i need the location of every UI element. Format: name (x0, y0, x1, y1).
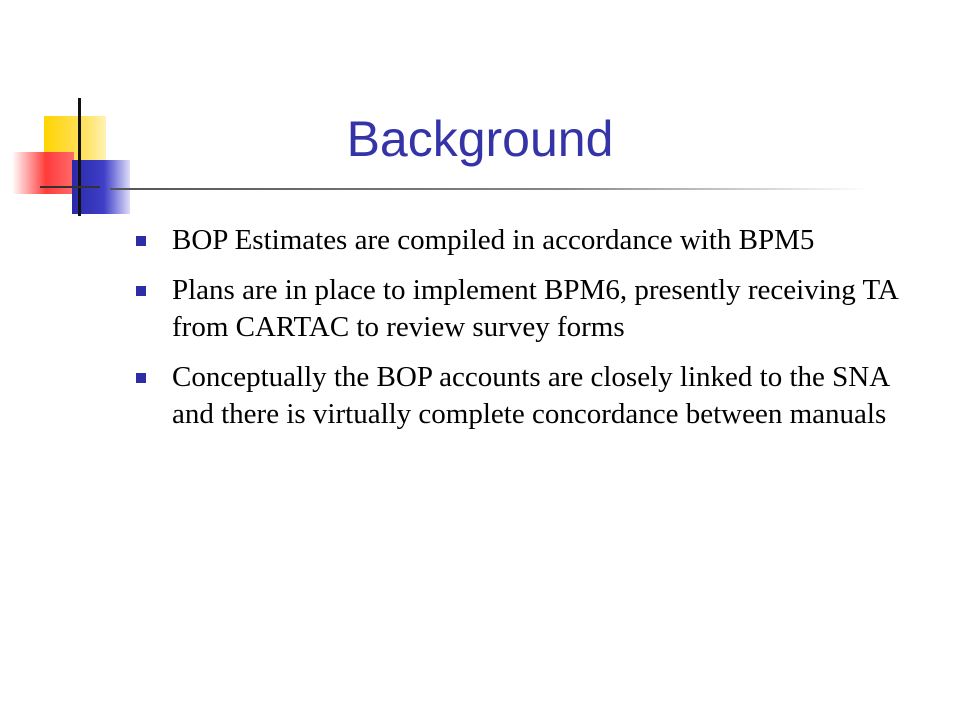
horizontal-line-decoration (40, 186, 100, 188)
bullet-item (136, 359, 936, 433)
bullet-item (136, 222, 936, 259)
slide-title: Background (346, 111, 614, 167)
square-bullet-icon (136, 286, 146, 296)
corner-decoration (0, 0, 140, 225)
title-underline (110, 188, 870, 190)
bullet-text: Plans are in place to implement BPM6, presently receiving TA from CARTAC to review survey forms (172, 274, 898, 343)
square-bullet-icon (136, 373, 146, 383)
bullet-text: Conceptually the BOP accounts are closely linked to the SNA and there is virtually complete concordance between manuals (172, 361, 889, 430)
bullet-list (136, 222, 936, 446)
bullet-text: BOP Estimates are compiled in accordance with BPM5 (172, 224, 815, 256)
square-bullet-icon (136, 236, 146, 246)
bullet-item (136, 272, 936, 346)
